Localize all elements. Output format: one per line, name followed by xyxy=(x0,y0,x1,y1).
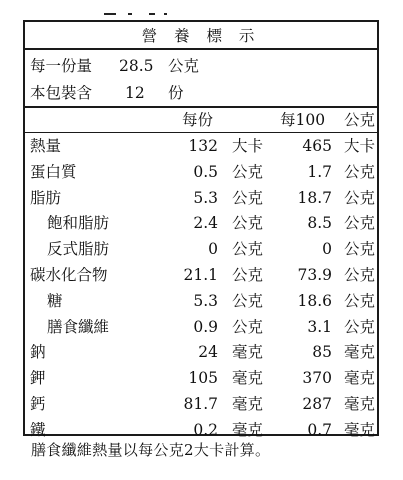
column-header-row xyxy=(25,108,377,132)
nutrient-row xyxy=(25,160,377,184)
serving-size-value: 28.5 xyxy=(119,57,154,75)
per-100-unit: 公克 xyxy=(344,317,376,336)
nutrient-name: 熱量 xyxy=(30,137,62,155)
per-100-unit: 公克 xyxy=(344,291,376,310)
per-serving-unit: 公克 xyxy=(232,162,264,181)
nutrient-row xyxy=(25,340,377,364)
nutrient-row xyxy=(25,237,377,261)
servings-per-package-value: 12 xyxy=(125,84,145,102)
per-100-unit: 毫克 xyxy=(344,369,376,388)
servings-per-package-unit: 份 xyxy=(168,84,184,102)
per-100-value: 18.7 xyxy=(297,188,332,207)
per-serving-value: 132 xyxy=(188,137,218,155)
per-serving-unit: 公克 xyxy=(232,188,264,207)
nutrient-name: 脂肪 xyxy=(30,188,62,207)
per-serving-unit: 公克 xyxy=(232,240,264,259)
per-100-value: 0 xyxy=(322,240,332,259)
per-serving-value: 5.3 xyxy=(193,188,218,207)
header-divider xyxy=(25,132,377,133)
per-serving-value: 24 xyxy=(198,343,218,362)
nutrient-row xyxy=(25,186,377,210)
per-100-value: 8.5 xyxy=(307,214,332,233)
nutrient-row xyxy=(25,289,377,313)
per-100-unit: 毫克 xyxy=(344,395,376,413)
nutrition-title: 營 養 標 示 xyxy=(141,27,261,45)
nutrient-row xyxy=(25,392,377,416)
nutrient-name: 蛋白質 xyxy=(30,162,77,181)
nutrient-name: 飽和脂肪 xyxy=(47,214,110,233)
serving-size-row xyxy=(25,54,377,78)
serving-size-unit: 公克 xyxy=(168,57,200,75)
nutrient-row xyxy=(25,263,377,287)
per-100-value: 73.9 xyxy=(297,266,332,284)
per-100-header-unit: 公克 xyxy=(344,111,376,129)
per-serving-value: 2.4 xyxy=(193,214,218,233)
per-serving-unit: 毫克 xyxy=(232,420,264,439)
servings-per-package-label: 本包裝含 xyxy=(30,84,93,102)
per-100-value: 85 xyxy=(312,343,332,362)
per-100-unit: 公克 xyxy=(344,214,376,233)
per-serving-header: 每份 xyxy=(182,111,214,129)
servings-per-package-row xyxy=(25,81,377,105)
nutrient-row xyxy=(25,134,377,158)
per-serving-unit: 公克 xyxy=(232,317,264,336)
per-serving-value: 0.9 xyxy=(193,317,218,336)
nutrient-name: 膳食纖維 xyxy=(47,317,110,336)
per-serving-unit: 公克 xyxy=(232,266,264,284)
per-100-unit: 公克 xyxy=(344,188,376,207)
per-100-value: 0.7 xyxy=(307,420,332,439)
per-serving-unit: 大卡 xyxy=(232,137,264,155)
per-100-value: 3.1 xyxy=(307,317,332,336)
fiber-calorie-footnote: 膳食纖維熱量以每公克2大卡計算。 xyxy=(31,441,271,459)
per-100-unit: 毫克 xyxy=(344,420,376,439)
per-100-unit: 公克 xyxy=(344,240,376,259)
per-serving-value: 0.5 xyxy=(193,162,218,181)
per-serving-value: 0.2 xyxy=(193,420,218,439)
per-100-value: 1.7 xyxy=(307,162,332,181)
nutrient-name: 鈉 xyxy=(30,343,46,362)
nutrient-name: 鉀 xyxy=(30,369,46,388)
per-100-value: 370 xyxy=(302,369,332,388)
per-serving-unit: 毫克 xyxy=(232,395,264,413)
serving-size-label: 每一份量 xyxy=(30,57,93,75)
nutrient-name: 糖 xyxy=(47,291,63,310)
per-100-header: 每100 xyxy=(280,111,326,129)
per-100-unit: 大卡 xyxy=(344,137,376,155)
nutrient-row xyxy=(25,211,377,235)
per-100-value: 465 xyxy=(302,137,332,155)
per-serving-unit: 公克 xyxy=(232,291,264,310)
nutrient-name: 反式脂肪 xyxy=(47,240,110,259)
per-100-unit: 毫克 xyxy=(344,343,376,362)
per-serving-unit: 公克 xyxy=(232,214,264,233)
top-cropped-fragment xyxy=(104,10,174,18)
per-serving-value: 0 xyxy=(208,240,218,259)
per-100-unit: 公克 xyxy=(344,162,376,181)
nutrition-facts-panel xyxy=(23,20,379,439)
per-100-value: 18.6 xyxy=(297,291,332,310)
per-serving-value: 81.7 xyxy=(183,395,218,413)
nutrient-row xyxy=(25,315,377,339)
nutrient-row xyxy=(25,366,377,390)
per-serving-value: 5.3 xyxy=(193,291,218,310)
nutrient-name: 鐵 xyxy=(30,420,46,439)
per-serving-unit: 毫克 xyxy=(232,343,264,362)
per-100-unit: 公克 xyxy=(344,266,376,284)
nutrient-name: 鈣 xyxy=(30,395,46,413)
per-serving-unit: 毫克 xyxy=(232,369,264,388)
nutrient-name: 碳水化合物 xyxy=(30,266,108,284)
per-serving-value: 105 xyxy=(188,369,218,388)
per-100-value: 287 xyxy=(302,395,332,413)
per-serving-value: 21.1 xyxy=(183,266,218,284)
title-divider xyxy=(25,48,377,50)
